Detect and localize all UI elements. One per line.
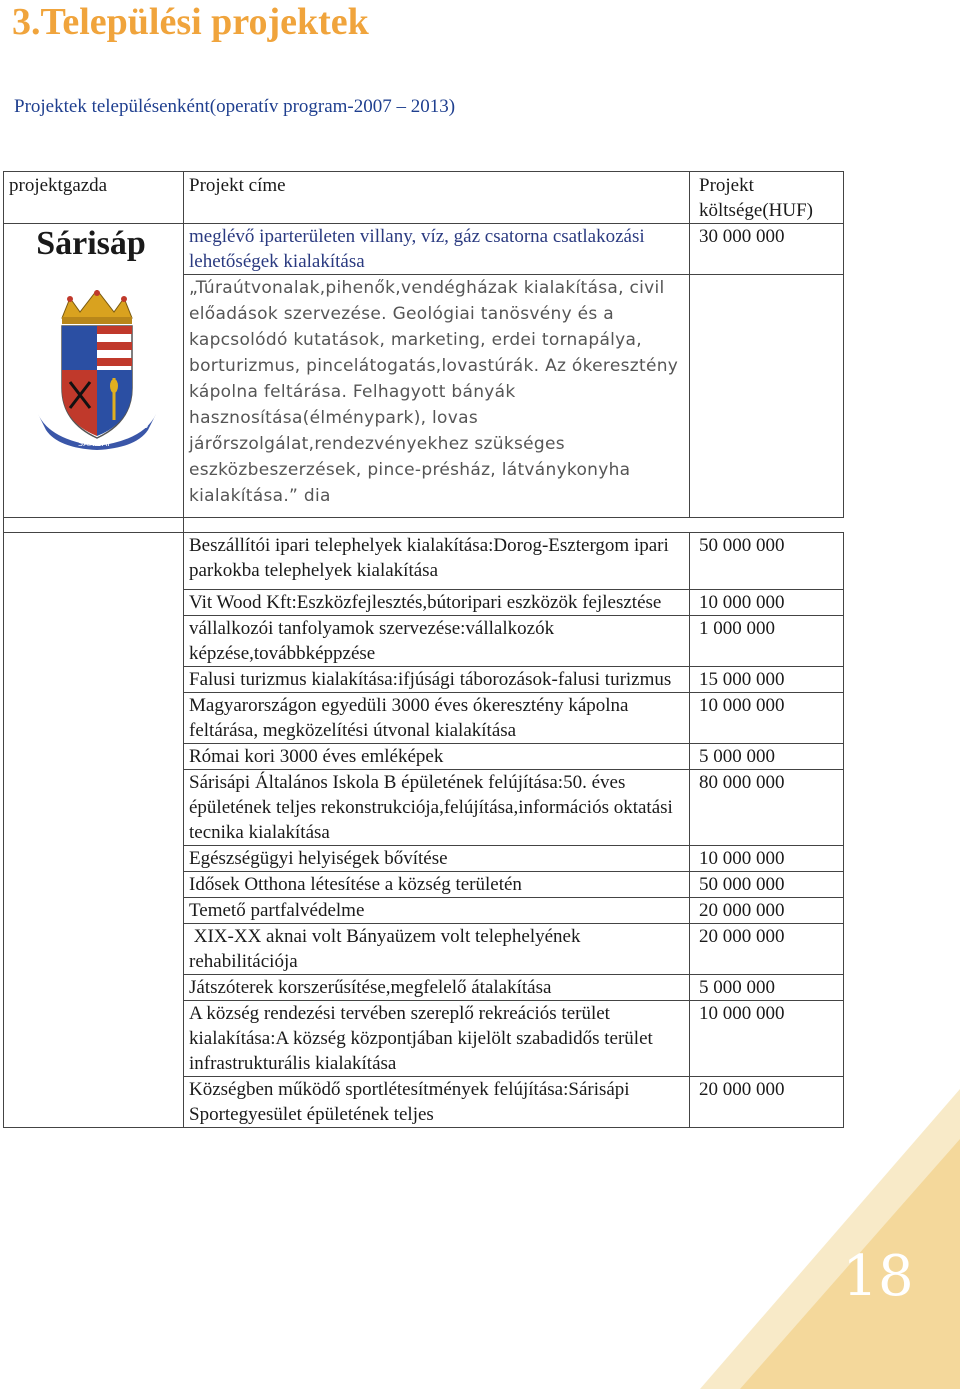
project-cost: 10 000 000 — [690, 846, 844, 872]
coat-of-arms-icon — [36, 290, 158, 450]
table-header-row — [4, 172, 844, 224]
page-subtitle: Projektek településenként(operatív program-2007 – 2013) — [14, 96, 456, 117]
table-spacer-row — [4, 518, 844, 533]
project-title: Sárisápi Általános Iskola B épületének felújítása:50. éves épületének teljes rekonstrukciója,felújítása,információs oktatási tecnika kialakítása — [184, 770, 690, 846]
project-cost: 10 000 000 — [690, 693, 844, 744]
project-cost: 1 000 000 — [690, 616, 844, 667]
project-title: Egészségügyi helyiségek bővítése — [184, 846, 690, 872]
owner-cell — [4, 224, 184, 518]
project-title: Idősek Otthona létesítése a község területén — [184, 872, 690, 898]
table-row — [4, 533, 844, 590]
project-cost: 10 000 000 — [690, 1001, 844, 1077]
project-cost: 5 000 000 — [690, 975, 844, 1001]
project-title: Vit Wood Kft:Eszközfejlesztés,bútoripari eszközök fejlesztése — [184, 590, 690, 616]
project-title: Római kori 3000 éves emléképek — [184, 744, 690, 770]
project-title: „Túraútvonalak,pihenők,vendégházak kialakítása, civil előadások szervezése. Geológiai tanösvény és a kapcsolódó kutatások, marketing, erdei tornapálya, borturizmus, pincelátogatás,lovastúrák. Az ókeresztény kápolna feltárása. Felhagyott bányák hasznosítása(élménypark), lovas járőrszolgálat,rendezvényekhez szükséges eszközbeszerzések, pince-présház, látványkonyha kialakítása.” dia — [184, 275, 690, 518]
project-cost: 50 000 000 — [690, 872, 844, 898]
project-cost — [690, 275, 844, 518]
project-cost: 20 000 000 — [690, 924, 844, 975]
owner-name: Sárisáp — [36, 225, 146, 262]
project-title: A község rendezési tervében szereplő rekreációs terület kialakítása:A község központjában kijelölt szabadidős terület infrastrukturális kialakítása — [184, 1001, 690, 1077]
page-number: 18 — [842, 1244, 914, 1309]
project-title: meglévő iparterületen villany, víz, gáz csatorna csatlakozási lehetőségek kialakítása — [184, 224, 690, 275]
project-title: Községben működő sportlétesítmények felújítása:Sárisápi Sportegyesület épületének teljes — [184, 1077, 690, 1128]
owner-cell-continued — [4, 533, 184, 1128]
project-cost: 50 000 000 — [690, 533, 844, 590]
page-corner-decoration — [700, 1089, 960, 1389]
project-cost: 5 000 000 — [690, 744, 844, 770]
header-owner: projektgazda — [4, 172, 184, 224]
svg-text:1990: 1990 — [128, 421, 149, 430]
table-row — [4, 224, 844, 275]
project-title: vállalkozói tanfolyamok szervezése:vállalkozók képzése,továbbképpzése — [184, 616, 690, 667]
project-cost: 80 000 000 — [690, 770, 844, 846]
project-cost: 20 000 000 — [690, 898, 844, 924]
projects-table — [3, 171, 844, 1128]
project-cost: 15 000 000 — [690, 667, 844, 693]
project-title: Játszóterek korszerűsítése,megfelelő átalakítása — [184, 975, 690, 1001]
project-cost: 20 000 000 — [690, 1077, 844, 1128]
project-title: Magyarországon egyedüli 3000 éves ókeresztény kápolna feltárása, megközelítési útvonal kialakítása — [184, 693, 690, 744]
svg-text:SÁRISÁP: SÁRISÁP — [78, 439, 113, 448]
project-title: Temető partfalvédelme — [184, 898, 690, 924]
project-title: Beszállítói ipari telephelyek kialakítása:Dorog-Esztergom ipari parkokba telephelyek kialakítása — [184, 533, 690, 590]
project-title: Falusi turizmus kialakítása:ifjúsági táborozások-falusi turizmus — [184, 667, 690, 693]
project-title: XIX-XX aknai volt Bányaüzem volt telephelyének rehabilitációja — [184, 924, 690, 975]
project-cost: 10 000 000 — [690, 590, 844, 616]
project-cost: 30 000 000 — [690, 224, 844, 275]
header-cost: Projekt költsége(HUF) — [690, 172, 844, 224]
svg-text:1851: 1851 — [48, 421, 69, 430]
header-title: Projekt címe — [184, 172, 690, 224]
page-heading: 3.Települési projektek — [12, 1, 369, 43]
